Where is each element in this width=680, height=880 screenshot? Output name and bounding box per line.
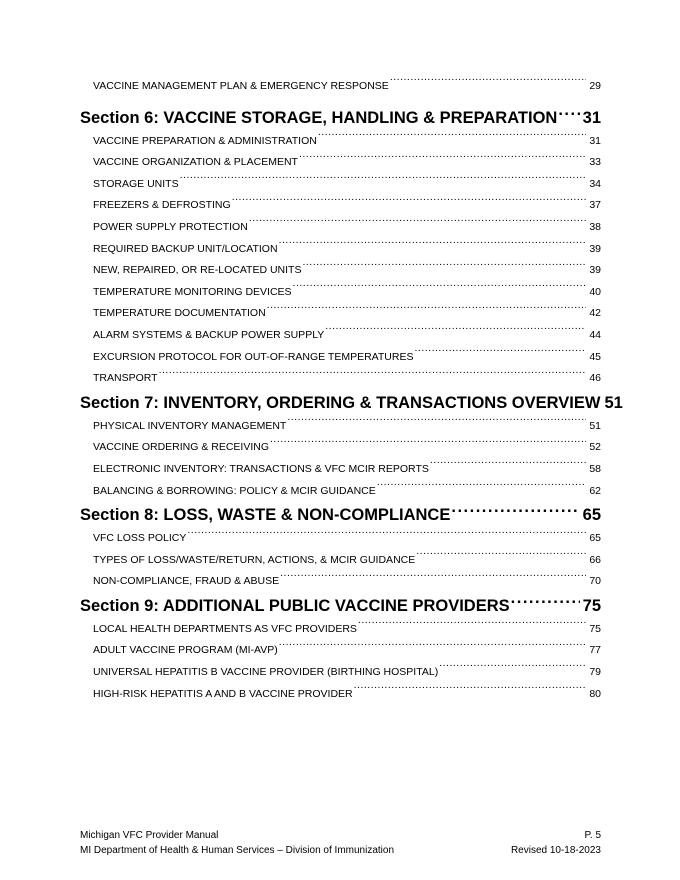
dot-leader bbox=[558, 105, 579, 123]
toc-entry bbox=[80, 528, 601, 550]
toc-entry-title: ALARM SYSTEMS & BACKUP POWER SUPPLY bbox=[93, 328, 325, 341]
toc-entry bbox=[80, 347, 601, 369]
toc-page-number: 66 bbox=[589, 553, 601, 566]
toc-entry bbox=[80, 571, 601, 593]
dot-leader bbox=[377, 482, 586, 494]
toc-entry bbox=[80, 325, 601, 347]
toc-page-number: 34 bbox=[589, 177, 601, 190]
toc-entry bbox=[80, 481, 601, 503]
dot-leader bbox=[354, 685, 586, 697]
toc-page-number: 39 bbox=[589, 242, 601, 255]
toc-entry bbox=[80, 619, 601, 641]
toc-entry-title: EXCURSION PROTOCOL FOR OUT-OF-RANGE TEMPERATURES bbox=[93, 350, 414, 363]
toc-entry-title: ELECTRONIC INVENTORY: TRANSACTIONS & VFC MCIR REPORTS bbox=[93, 462, 429, 475]
toc-page-number: 31 bbox=[589, 134, 601, 147]
toc-page-number: 77 bbox=[589, 644, 601, 657]
dot-leader bbox=[439, 663, 586, 675]
toc-page-number: 75 bbox=[589, 622, 601, 635]
toc-page-number: 75 bbox=[582, 596, 601, 615]
dot-leader bbox=[159, 369, 586, 381]
dot-leader bbox=[279, 641, 586, 653]
toc-page-number: 38 bbox=[589, 220, 601, 233]
toc-page-number: 39 bbox=[589, 264, 601, 277]
toc-entry bbox=[80, 416, 601, 438]
toc-entry-title: VACCINE ORDERING & RECEIVING bbox=[93, 441, 269, 454]
toc-page-number: 46 bbox=[589, 372, 601, 385]
toc-entry-title: TEMPERATURE MONITORING DEVICES bbox=[93, 285, 292, 298]
toc-entry bbox=[80, 437, 601, 459]
toc-entry bbox=[80, 282, 601, 304]
toc-page-number: 80 bbox=[589, 687, 601, 700]
toc-page-number: 29 bbox=[589, 80, 601, 92]
toc-entry-title: NEW, REPAIRED, OR RE-LOCATED UNITS bbox=[93, 264, 302, 277]
toc-entry-title: STORAGE UNITS bbox=[93, 177, 179, 190]
dot-leader bbox=[299, 153, 586, 165]
toc-page-number: 70 bbox=[589, 575, 601, 588]
toc-entry bbox=[80, 76, 601, 98]
toc-entry-title: VFC LOSS POLICY bbox=[93, 532, 187, 545]
footer-revised-date: Revised 10-18-2023 bbox=[510, 844, 601, 856]
toc-section-title: Section 7: INVENTORY, ORDERING & TRANSACTIONS OVERVIEW bbox=[80, 393, 601, 412]
toc-entry bbox=[80, 550, 601, 572]
dot-leader bbox=[293, 283, 586, 295]
dot-leader bbox=[280, 572, 586, 584]
toc-entry-title: TEMPERATURE DOCUMENTATION bbox=[93, 307, 266, 320]
footer-row-1 bbox=[80, 829, 601, 844]
toc-entry bbox=[80, 640, 601, 662]
toc-entry-title: TRANSPORT bbox=[93, 372, 158, 385]
toc-page-number: 31 bbox=[582, 108, 601, 127]
toc-page-number: 33 bbox=[589, 156, 601, 169]
toc-entry-title: TYPES OF LOSS/WASTE/RETURN, ACTIONS, & MCIR GUIDANCE bbox=[93, 553, 416, 566]
dot-leader bbox=[416, 551, 586, 563]
dot-leader bbox=[180, 175, 586, 187]
footer-row-2 bbox=[80, 844, 601, 859]
toc-entry-title: PHYSICAL INVENTORY MANAGEMENT bbox=[93, 419, 287, 432]
dot-leader bbox=[270, 438, 586, 450]
toc-entry bbox=[80, 174, 601, 196]
toc-section-heading bbox=[80, 502, 601, 528]
dot-leader bbox=[249, 218, 586, 230]
toc-section-heading bbox=[80, 105, 601, 131]
dot-leader bbox=[325, 326, 586, 338]
dot-leader bbox=[287, 417, 586, 429]
dot-leader bbox=[451, 502, 579, 520]
toc-page-number: 45 bbox=[589, 350, 601, 363]
toc-entry bbox=[80, 662, 601, 684]
toc-entry-title: UNIVERSAL HEPATITIS B VACCINE PROVIDER (BIRTHING HOSPITAL) bbox=[93, 666, 439, 679]
dot-leader bbox=[279, 240, 586, 252]
toc-entry-title: VACCINE MANAGEMENT PLAN & EMERGENCY RESPONSE bbox=[93, 80, 389, 92]
dot-leader bbox=[430, 460, 586, 472]
toc-entry-title: ADULT VACCINE PROGRAM (MI-AVP) bbox=[93, 644, 278, 657]
toc-entry bbox=[80, 217, 601, 239]
toc-entry-title: REQUIRED BACKUP UNIT/LOCATION bbox=[93, 242, 278, 255]
dot-leader bbox=[358, 620, 586, 632]
toc-entry-title: LOCAL HEALTH DEPARTMENTS AS VFC PROVIDERS bbox=[93, 622, 357, 635]
toc-page-number: 44 bbox=[589, 328, 601, 341]
toc-page-number: 51 bbox=[604, 393, 623, 412]
dot-leader bbox=[267, 304, 586, 316]
toc-entry-title: HIGH-RISK HEPATITIS A AND B VACCINE PROVIDER bbox=[93, 687, 353, 700]
toc-page-number: 52 bbox=[589, 441, 601, 454]
toc-page-number: 40 bbox=[589, 285, 601, 298]
toc-entry bbox=[80, 131, 601, 153]
toc-entry-title: VACCINE ORGANIZATION & PLACEMENT bbox=[93, 156, 298, 169]
toc-page-number: 62 bbox=[589, 484, 601, 497]
toc-section-heading bbox=[80, 390, 623, 416]
toc-page-number: 65 bbox=[582, 506, 601, 525]
dot-leader bbox=[511, 593, 580, 611]
dot-leader bbox=[232, 196, 586, 208]
toc-page-number: 79 bbox=[589, 666, 601, 679]
toc-section-title: Section 9: ADDITIONAL PUBLIC VACCINE PROVIDERS bbox=[80, 596, 510, 615]
toc-entry-title: NON-COMPLIANCE, FRAUD & ABUSE bbox=[93, 575, 280, 588]
toc-section-title: Section 6: VACCINE STORAGE, HANDLING & PREPARATION bbox=[80, 108, 558, 127]
toc-section-heading bbox=[80, 593, 601, 619]
footer-page-number: P. 5 bbox=[584, 830, 601, 841]
toc-page-number: 58 bbox=[589, 462, 601, 475]
toc-page-number: 37 bbox=[589, 199, 601, 212]
toc-page-number: 65 bbox=[589, 532, 601, 545]
toc-entry-title: FREEZERS & DEFROSTING bbox=[93, 199, 231, 212]
table-of-contents bbox=[80, 76, 623, 705]
toc-page-number: 51 bbox=[589, 419, 601, 432]
dot-leader bbox=[390, 77, 586, 89]
toc-entry bbox=[80, 239, 601, 261]
toc-entry bbox=[80, 459, 601, 481]
dot-leader bbox=[302, 261, 586, 273]
dot-leader bbox=[318, 132, 586, 144]
footer-department: MI Department of Health & Human Services – Division of Immunization bbox=[80, 844, 395, 856]
toc-entry-title: POWER SUPPLY PROTECTION bbox=[93, 220, 248, 233]
toc-entry bbox=[80, 684, 601, 706]
toc-entry bbox=[80, 368, 601, 390]
toc-entry bbox=[80, 260, 601, 282]
toc-entry bbox=[80, 152, 601, 174]
toc-page-number: 42 bbox=[589, 307, 601, 320]
toc-entry bbox=[80, 195, 601, 217]
dot-leader bbox=[187, 529, 586, 541]
toc-entry bbox=[80, 303, 601, 325]
dot-leader bbox=[414, 348, 586, 360]
footer-manual-name: Michigan VFC Provider Manual bbox=[80, 830, 219, 841]
toc-section-title: Section 8: LOSS, WASTE & NON-COMPLIANCE bbox=[80, 506, 451, 525]
toc-entry-title: VACCINE PREPARATION & ADMINISTRATION bbox=[93, 134, 317, 147]
page-footer bbox=[80, 829, 601, 858]
toc-entry-title: BALANCING & BORROWING: POLICY & MCIR GUIDANCE bbox=[93, 484, 376, 497]
